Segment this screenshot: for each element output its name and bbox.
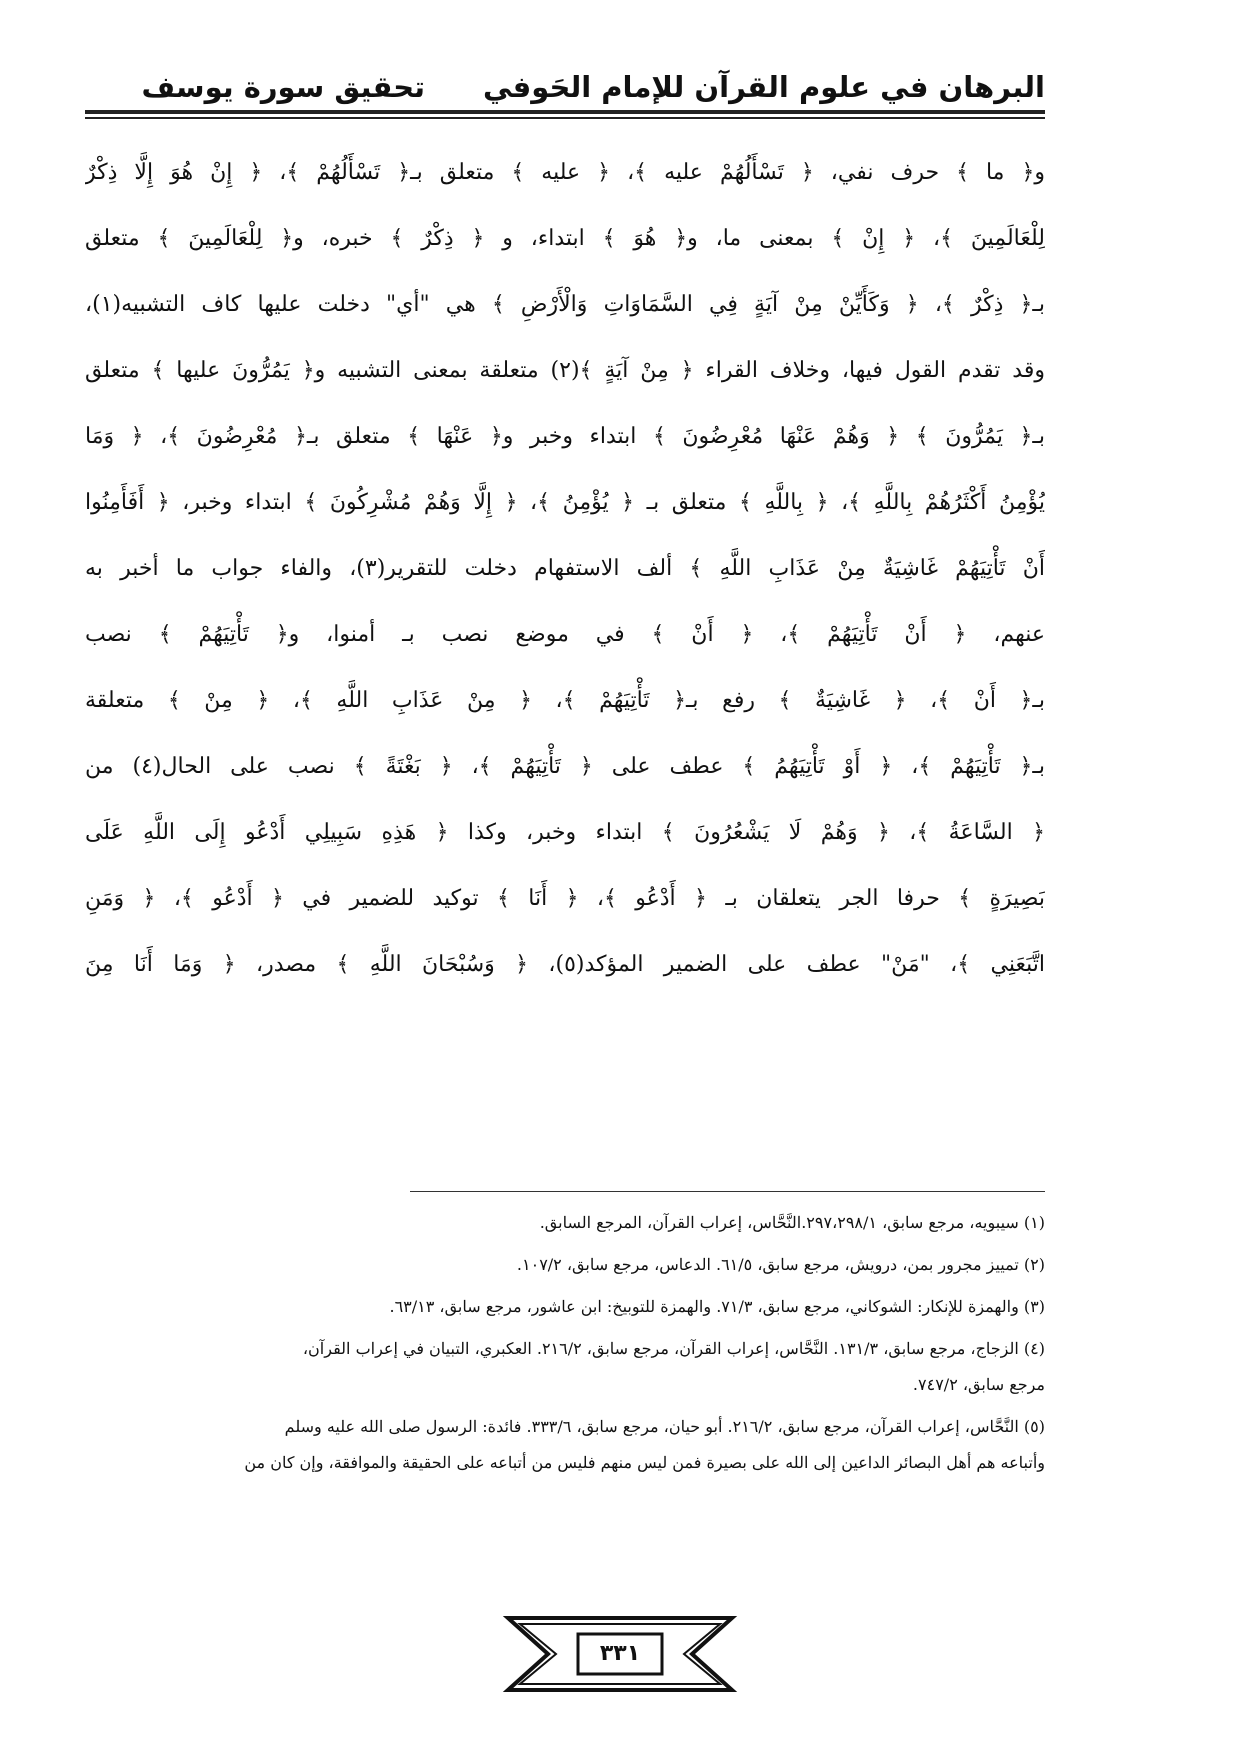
footnote: (٣) والهمزة للإنكار: الشوكاني، مرجع سابق، ٧١/٣. والهمزة للتوبيخ: ابن عاشور، مرجع سابق، ٦٣/١٣. [389, 1297, 1045, 1316]
footnote: (١) سيبويه، مرجع سابق، ٢٩٧،٢٩٨/١.النَّحَّاس، إعراب القرآن، المرجع السابق. [539, 1213, 1045, 1232]
section-title: تحقيق سورة يوسف [141, 70, 425, 104]
text-line: يُؤْمِنُ أَكْثَرُهُمْ بِاللَّهِ ﴾، ﴿ بِاللَّهِ ﴾ متعلق بـ ﴿ يُؤْمِنُ ﴾، ﴿ إِلَّا وَهُمْ مُشْرِكُونَ ﴾ ابتداء وخبر، ﴿ أَفَأَمِنُوا [85, 490, 1045, 515]
footnote-separator [410, 1191, 1045, 1192]
footnote-continuation: وأتباعه هم أهل البصائر الداعين إلى الله على بصيرة فمن ليس منهم فليس من أتباعه على الحقيقة والموافقة، وإن كان من [244, 1453, 1045, 1472]
text-line: ﴿ السَّاعَةُ ﴾، ﴿ وَهُمْ لَا يَشْعُرُونَ ﴾ ابتداء وخبر، وكذا ﴿ هَذِهِ سَبِيلِي أَدْعُو إِلَى اللَّهِ عَلَى [85, 820, 1045, 845]
text-line: بـ﴿ أَنْ ﴾، ﴿ غَاشِيَةٌ ﴾ رفع بـ﴿ تَأْتِيَهُمْ ﴾، ﴿ مِنْ عَذَابِ اللَّهِ ﴾، ﴿ مِنْ ﴾ متعلقة [85, 688, 1045, 713]
text-line: عنهم، ﴿ أَنْ تَأْتِيَهُمْ ﴾، ﴿ أَنْ ﴾ في موضع نصب بـ أمنوا، و﴿ تَأْتِيَهُمْ ﴾ نصب [85, 622, 1045, 647]
footnote: (٢) تمييز مجرور بمن، درويش، مرجع سابق، ٦١/٥. الدعاس، مرجع سابق، ١٠٧/٢. [516, 1255, 1045, 1274]
text-line: و﴿ ما ﴾ حرف نفي، ﴿ تَسْأَلُهُمْ عليه ﴾، ﴿ عليه ﴾ متعلق بـ﴿ تَسْأَلُهُمْ ﴾، ﴿ إِنْ هُوَ إِلَّا ذِكْرٌ [85, 160, 1045, 185]
header-rule-thick [85, 110, 1045, 114]
header-rule-thin [85, 117, 1045, 119]
page-number: ٣٣١ [599, 1641, 641, 1666]
footnote: (٥) النَّحَّاس، إعراب القرآن، مرجع سابق، ٢١٦/٢. أبو حيان، مرجع سابق، ٣٣٣/٦. فائدة: الرسول صلى الله عليه وسلم [284, 1417, 1045, 1436]
footnote-continuation: مرجع سابق، ٧٤٧/٢. [912, 1375, 1045, 1394]
running-header [85, 70, 1045, 110]
footnotes [85, 1205, 1045, 1487]
page-number-ornament [500, 1612, 740, 1696]
text-line: بـ﴿ ذِكْرٌ ﴾، ﴿ وَكَأَيِّنْ مِنْ آيَةٍ فِي السَّمَاوَاتِ وَالْأَرْضِ ﴾ هي "أي" دخلت عليها كاف التشبيه(١)، [85, 292, 1045, 317]
text-line: اتَّبَعَنِي ﴾، "مَنْ" عطف على الضمير المؤكد(٥)، ﴿ وَسُبْحَانَ اللَّهِ ﴾ مصدر، ﴿ وَمَا أَنَا مِنَ [85, 952, 1045, 977]
text-line: بـ﴿ تَأْتِيَهُمْ ﴾، ﴿ أَوْ تَأْتِيَهُمُ ﴾ عطف على ﴿ تَأْتِيَهُمْ ﴾، ﴿ بَغْتَةً ﴾ نصب على الحال(٤) من [85, 754, 1045, 779]
book-title: البرهان في علوم القرآن للإمام الحَوفي [482, 70, 1045, 104]
text-line: لِلْعَالَمِينَ ﴾، ﴿ إِنْ ﴾ بمعنى ما، و﴿ هُوَ ﴾ ابتداء، و ﴿ ذِكْرٌ ﴾ خبره، و﴿ لِلْعَالَمِينَ ﴾ متعلق [85, 226, 1045, 251]
text-line: بـ﴿ يَمُرُّونَ ﴾ ﴿ وَهُمْ عَنْهَا مُعْرِضُونَ ﴾ ابتداء وخبر و﴿ عَنْهَا ﴾ متعلق بـ﴿ مُعْرِضُونَ ﴾، ﴿ وَمَا [85, 424, 1045, 449]
text-line: بَصِيرَةٍ ﴾ حرفا الجر يتعلقان بـ ﴿ أَدْعُو ﴾، ﴿ أَنَا ﴾ توكيد للضمير في ﴿ أَدْعُو ﴾، ﴿ وَمَنِ [85, 886, 1045, 911]
main-text [85, 140, 1045, 998]
text-line: أَنْ تَأْتِيَهُمْ غَاشِيَةٌ مِنْ عَذَابِ اللَّهِ ﴾ ألف الاستفهام دخلت للتقرير(٣)، والفاء جواب ما أخبر به [85, 556, 1045, 581]
footnote: (٤) الزجاج، مرجع سابق، ١٣١/٣. النَّحَّاس، إعراب القرآن، مرجع سابق، ٢١٦/٢. العكبري، التبيان في إعراب القرآن، [302, 1339, 1045, 1358]
text-line: وقد تقدم القول فيها، وخلاف القراء ﴿ مِنْ آيَةٍ ﴾(٢) متعلقة بمعنى التشبيه و﴿ يَمُرُّونَ عليها ﴾ متعلق [85, 358, 1045, 383]
